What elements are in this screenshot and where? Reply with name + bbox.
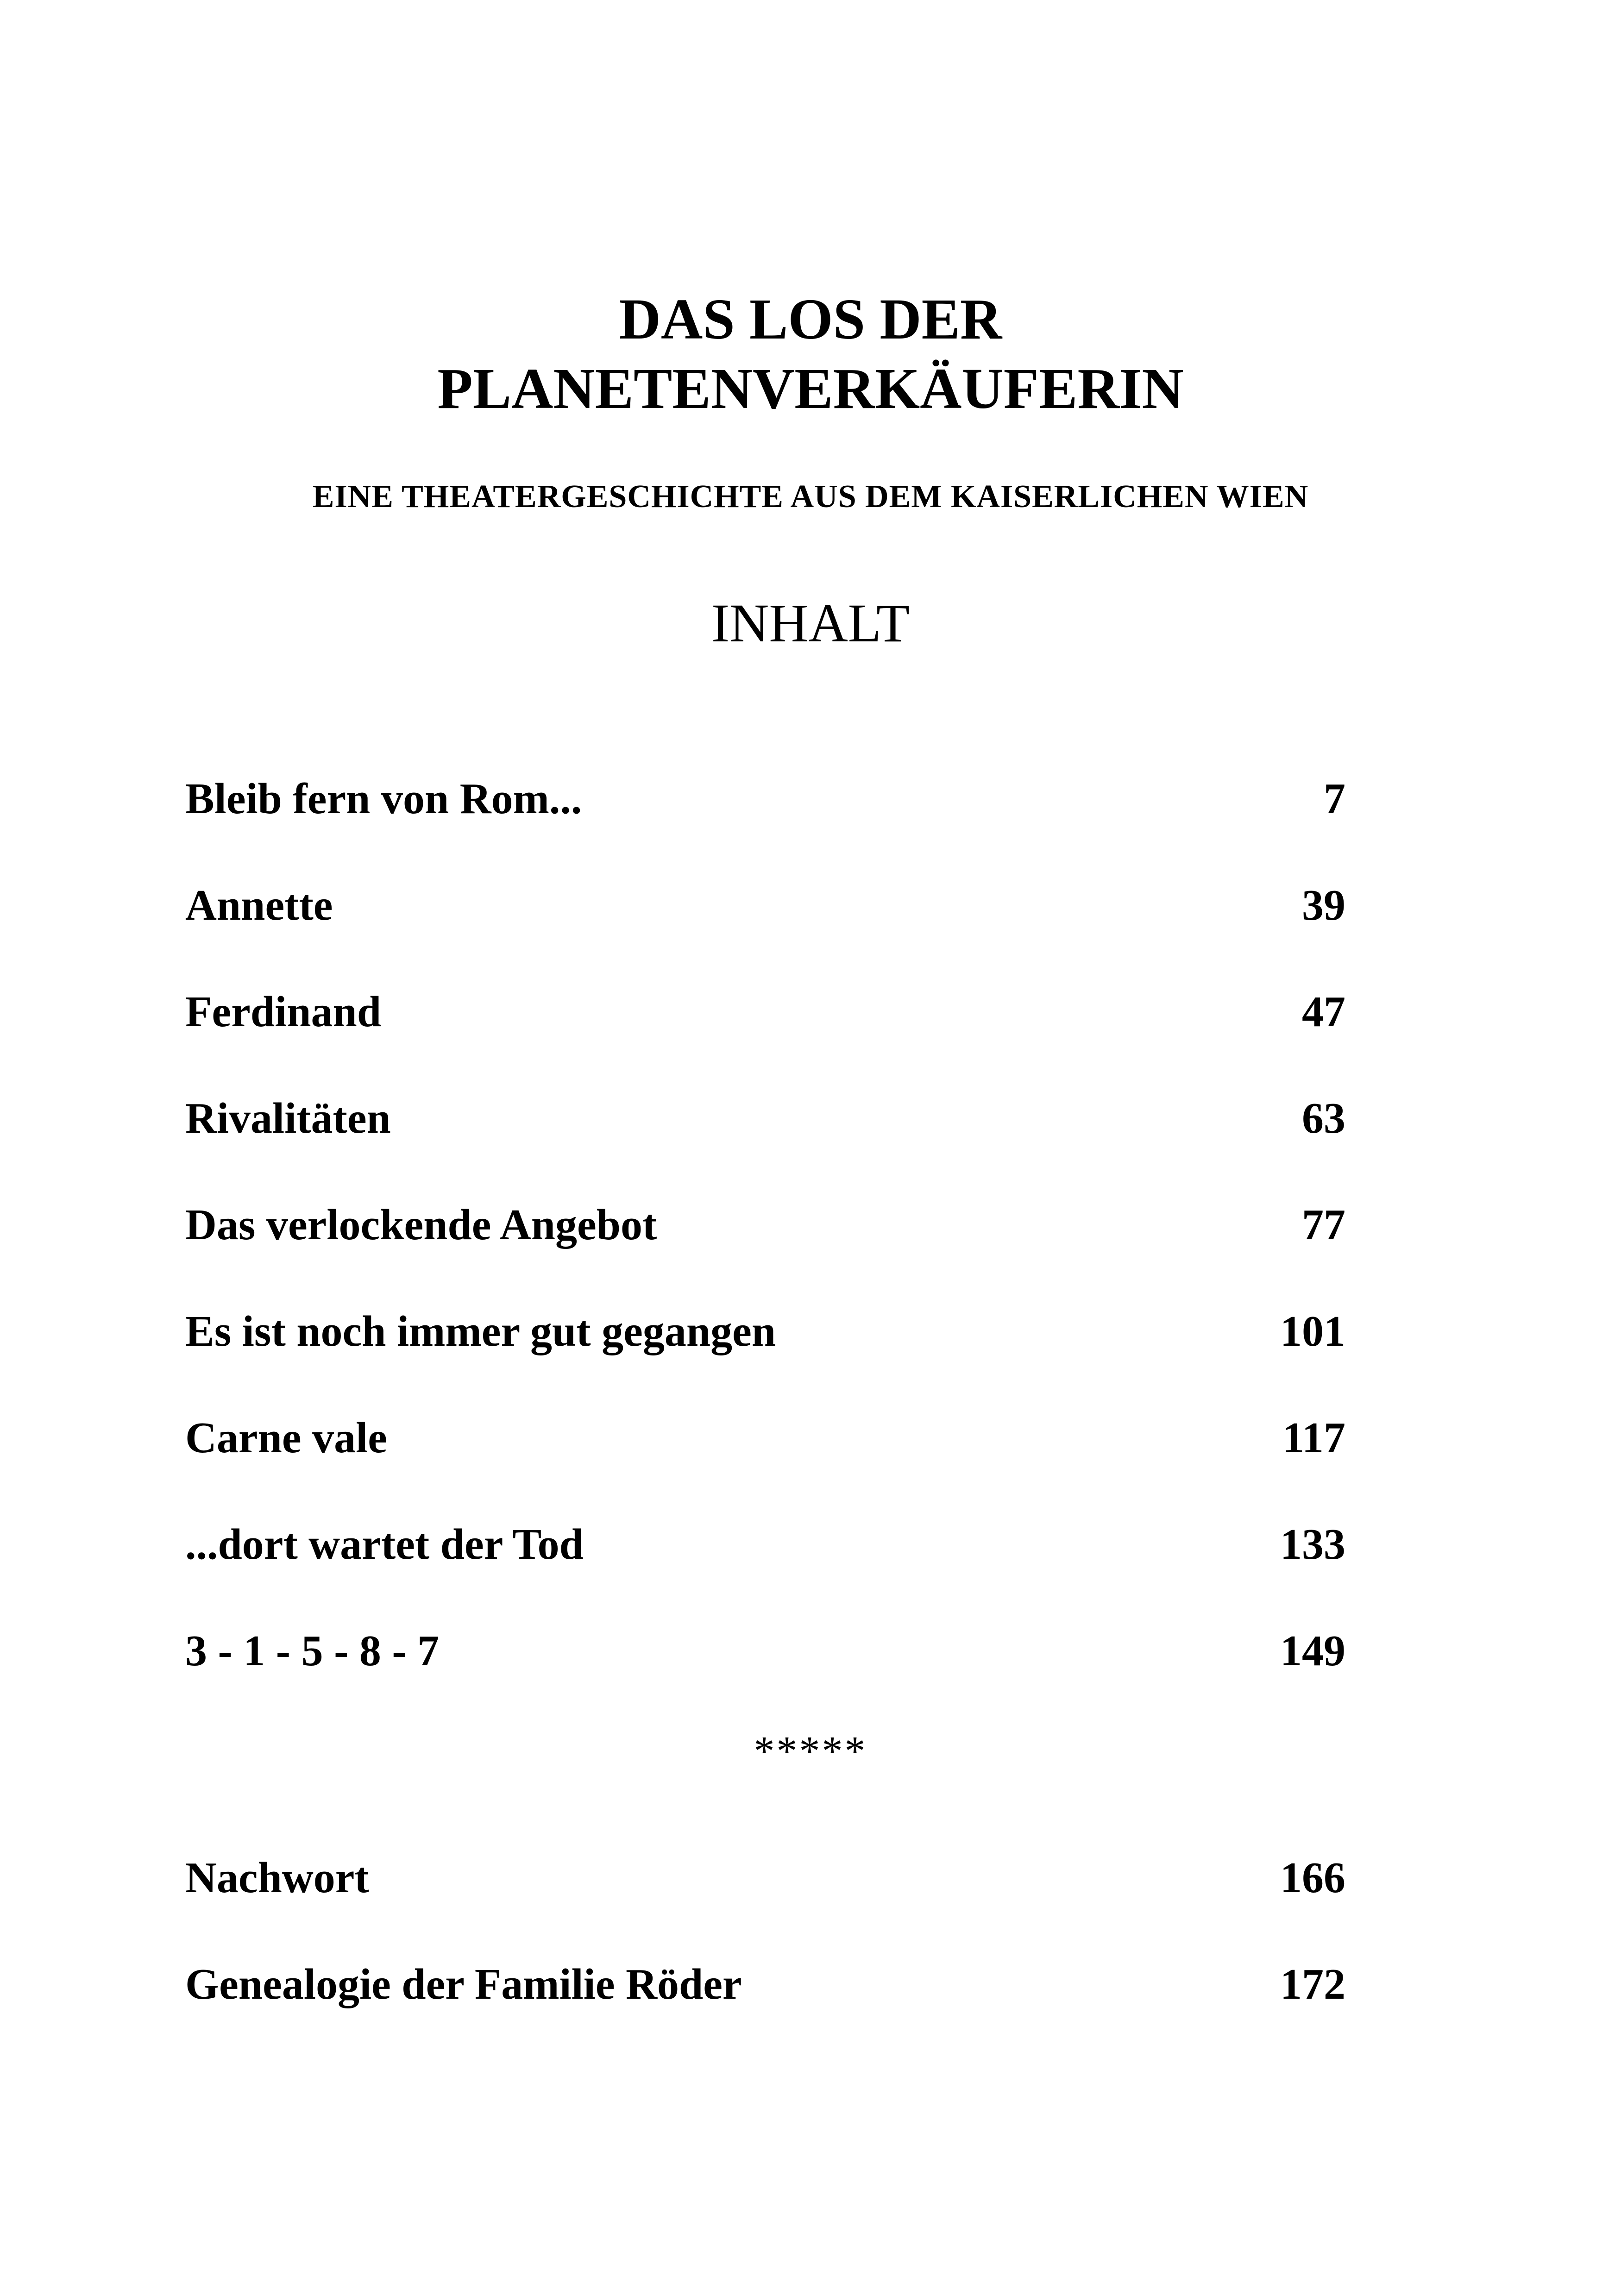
book-title: [0, 285, 1621, 424]
toc-entry: [185, 1299, 1345, 1364]
book-title-line-2: PLANETENVERKÄUFERIN: [437, 357, 1184, 421]
toc-entry: [185, 1618, 1345, 1683]
toc-entry-page: 166: [1280, 1854, 1345, 1902]
toc-entry-title: Carne vale: [185, 1414, 387, 1462]
book-subtitle: EINE THEATERGESCHICHTE AUS DEM KAISERLICHEN WIEN: [312, 479, 1309, 514]
toc-entry: [185, 1512, 1345, 1577]
toc-entry-page: 47: [1302, 988, 1345, 1036]
toc-entry-page: 39: [1302, 881, 1345, 929]
book-title-line-1: DAS LOS DER: [619, 288, 1002, 351]
toc-entry: [185, 766, 1345, 831]
toc-entry-page: 117: [1282, 1414, 1345, 1462]
toc-entry-title: Annette: [185, 881, 333, 929]
toc-entry-title: Bleib fern von Rom...: [185, 775, 582, 823]
toc-entry-page: 101: [1280, 1307, 1345, 1355]
toc-entry-page: 7: [1324, 775, 1345, 823]
toc-entry-page: 172: [1280, 1960, 1345, 2008]
toc-entry: [185, 1845, 1345, 1910]
toc-entry: [185, 1405, 1345, 1470]
toc-entry: [185, 873, 1345, 938]
toc-heading: INHALT: [711, 593, 910, 653]
toc-entry-title: 3 - 1 - 5 - 8 - 7: [185, 1627, 440, 1675]
section-separator: *****: [754, 1728, 867, 1774]
toc-entry: [185, 979, 1345, 1044]
toc-entry-page: 77: [1302, 1201, 1345, 1249]
toc-entry-page: 133: [1280, 1520, 1345, 1568]
toc-entry: [185, 1192, 1345, 1257]
toc-entry-title: Ferdinand: [185, 988, 382, 1036]
toc-entry-title: Rivalitäten: [185, 1094, 391, 1142]
toc-entry-title: Es ist noch immer gut gegangen: [185, 1307, 776, 1355]
toc-entry-title: Das verlockende Angebot: [185, 1201, 657, 1249]
toc-entry-title: Genealogie der Familie Röder: [185, 1960, 742, 2008]
toc-entry-title: Nachwort: [185, 1854, 369, 1902]
toc-entry-title: ...dort wartet der Tod: [185, 1520, 584, 1568]
toc-entry: [185, 1952, 1345, 2017]
toc-entry-page: 149: [1280, 1627, 1345, 1675]
toc-entry-page: 63: [1302, 1094, 1345, 1142]
toc-entry: [185, 1086, 1345, 1151]
